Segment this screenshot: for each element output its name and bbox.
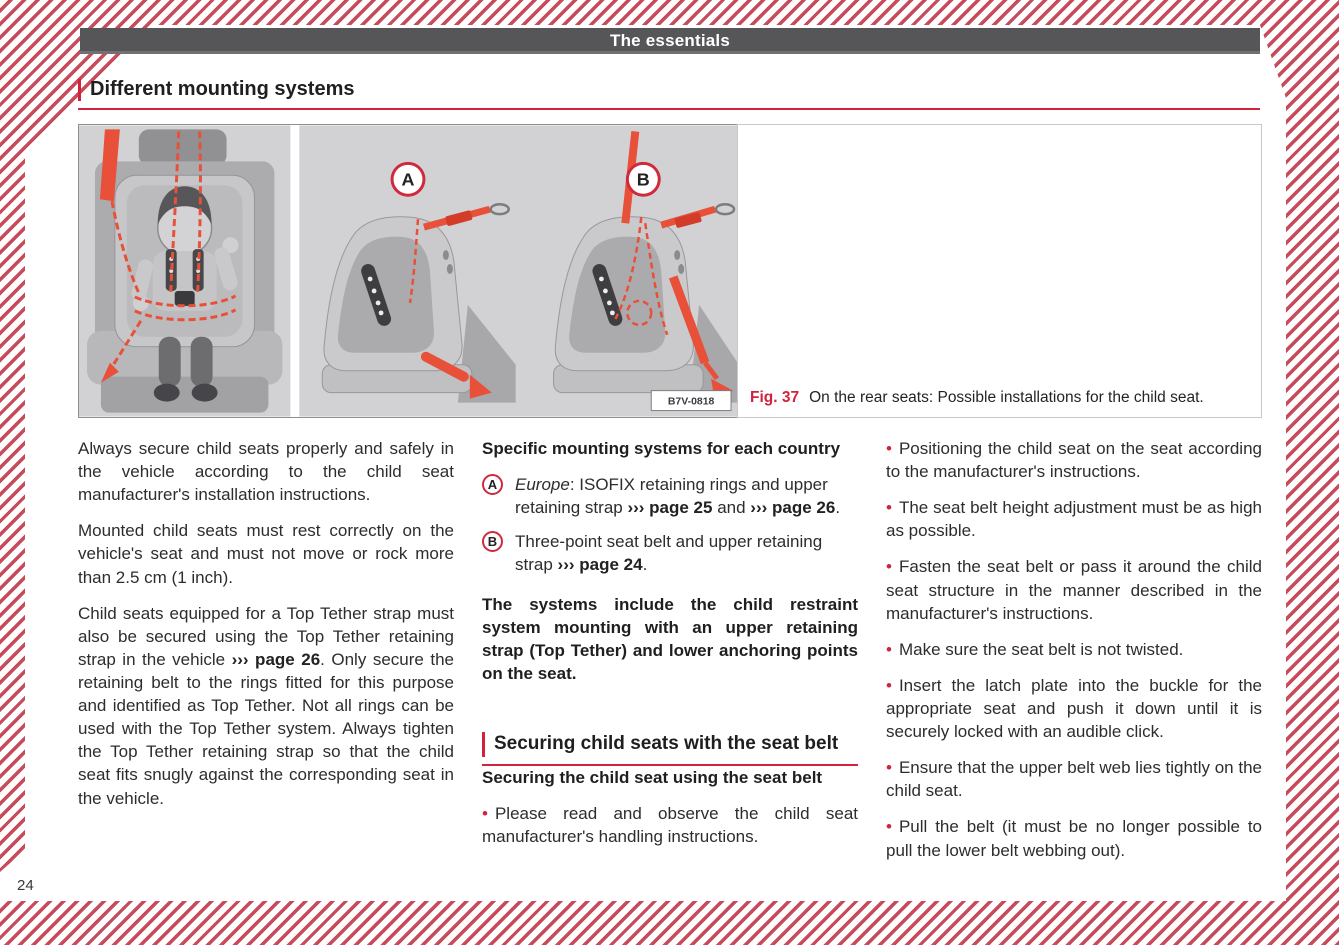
paragraph-text: Child seats equipped for a Top Tether strap must also be secured using the Top Tether retaining strap in the vehicle bbox=[78, 603, 454, 669]
text-column-1 bbox=[78, 437, 454, 823]
bullet-text: Please read and observe the child seat manufacturer's handling instructions. bbox=[482, 803, 858, 847]
mounting-system-item-b bbox=[482, 530, 858, 576]
bullet-text: The seat belt height adjustment must be as high as possible. bbox=[886, 498, 1262, 541]
figure-label-b bbox=[627, 163, 659, 195]
mounting-system-item-a bbox=[482, 473, 858, 519]
paragraph: Always secure child seats properly and safely in the vehicle according to the child seat manufacturer's installation instructions. bbox=[78, 439, 454, 505]
badge-b-icon: B bbox=[482, 531, 503, 552]
bullet-icon: • bbox=[482, 803, 488, 823]
figure-label-a bbox=[392, 163, 424, 195]
column-subheading: Securing the child seat using the seat belt bbox=[482, 767, 823, 787]
bullet-icon: • bbox=[886, 557, 892, 577]
bullet-icon: • bbox=[886, 758, 892, 778]
bold-paragraph: The systems include the child restraint system mounting with an upper retaining strap (Top Tether) and lower anchoring points on the seat. bbox=[482, 594, 858, 683]
bullet-item bbox=[886, 756, 1262, 802]
bullet-icon: • bbox=[886, 439, 892, 458]
chapter-header bbox=[80, 28, 1260, 54]
bullet-item bbox=[482, 802, 858, 848]
badge-a-icon: A bbox=[482, 474, 503, 495]
bullet-item bbox=[886, 815, 1262, 861]
page-reference[interactable]: ››› page 26 bbox=[750, 498, 836, 518]
bullet-item bbox=[886, 496, 1262, 542]
page-number: 24 bbox=[17, 877, 34, 894]
item-text: . bbox=[835, 498, 841, 518]
bullet-text: Insert the latch plate into the buckle for the appropriate seat and push it down until it is securely locked with an audible click. bbox=[886, 675, 1262, 742]
text-column-3 bbox=[886, 437, 1262, 875]
section-heading bbox=[78, 78, 1260, 110]
figure-code-badge bbox=[651, 391, 731, 411]
column-subheading: Specific mounting systems for each country bbox=[482, 439, 841, 458]
paragraph-text: . Only secure the retaining belt to the rings fitted for this purpose and identified as Top Tether. Not all rings can be used with the Top Tether system. Always tighten the Top Tether retaining strap so that the child seat fits snugly against the corresponding seat in the vehicle. bbox=[78, 649, 454, 808]
child-seat-front-view bbox=[87, 129, 282, 412]
bullet-icon: • bbox=[886, 639, 892, 659]
figure-caption bbox=[750, 388, 1204, 408]
page-reference[interactable]: ››› page 26 bbox=[231, 649, 321, 669]
subsection-title: Securing child seats with the seat belt bbox=[494, 732, 839, 754]
heading-accent-bar bbox=[78, 79, 81, 101]
bullet-icon: • bbox=[886, 817, 892, 837]
paragraph: Mounted child seats must rest correctly on the vehicle's seat and must not move or rock more than 2.5 cm (1 inch). bbox=[78, 521, 454, 587]
bullet-item bbox=[886, 437, 1262, 483]
bullet-item bbox=[886, 555, 1262, 624]
chapter-title: The essentials bbox=[610, 31, 730, 50]
text-column-2 bbox=[482, 437, 858, 861]
svg-text:B7V-0818: B7V-0818 bbox=[667, 396, 715, 408]
section-title: Different mounting systems bbox=[90, 78, 355, 100]
bullet-icon: • bbox=[886, 498, 892, 518]
bullet-icon: • bbox=[886, 675, 892, 695]
bullet-text: Ensure that the upper belt web lies tightly on the child seat. bbox=[886, 758, 1262, 801]
figure-caption-panel bbox=[737, 124, 1262, 418]
heading-accent-bar bbox=[482, 732, 485, 757]
page-reference[interactable]: ››› page 24 bbox=[557, 555, 643, 575]
subsection-heading bbox=[482, 731, 858, 766]
bullet-text: Fasten the seat belt or pass it around the child seat structure in the manner described in the manufacturer's instructions. bbox=[886, 557, 1262, 623]
bullet-text: Pull the belt (it must be no longer possible to pull the lower belt webbing out). bbox=[886, 817, 1262, 860]
paragraph bbox=[78, 602, 454, 810]
page-reference[interactable]: ››› page 25 bbox=[627, 498, 713, 518]
item-text: and bbox=[712, 498, 751, 518]
bullet-item bbox=[886, 638, 1262, 661]
bullet-text: Make sure the seat belt is not twisted. bbox=[898, 639, 1184, 659]
figure-caption-text: On the rear seats: Possible installations for the child seat. bbox=[809, 388, 1204, 406]
figure-number: Fig. 37 bbox=[750, 388, 800, 406]
item-text: . bbox=[642, 555, 648, 575]
item-text: : ISOFIX retaining rings and upper retaining strap bbox=[515, 475, 828, 518]
bullet-text: Positioning the child seat on the seat according to the manufacturer's instructions. bbox=[886, 439, 1262, 482]
svg-text:B: B bbox=[636, 169, 650, 190]
bullet-item bbox=[886, 674, 1262, 743]
svg-text:A: A bbox=[401, 169, 415, 190]
item-text: Three-point seat belt and upper retaining strap bbox=[515, 532, 823, 575]
figure-illustration bbox=[79, 125, 737, 417]
country-name: Europe bbox=[515, 475, 570, 495]
figure-image bbox=[78, 124, 738, 418]
